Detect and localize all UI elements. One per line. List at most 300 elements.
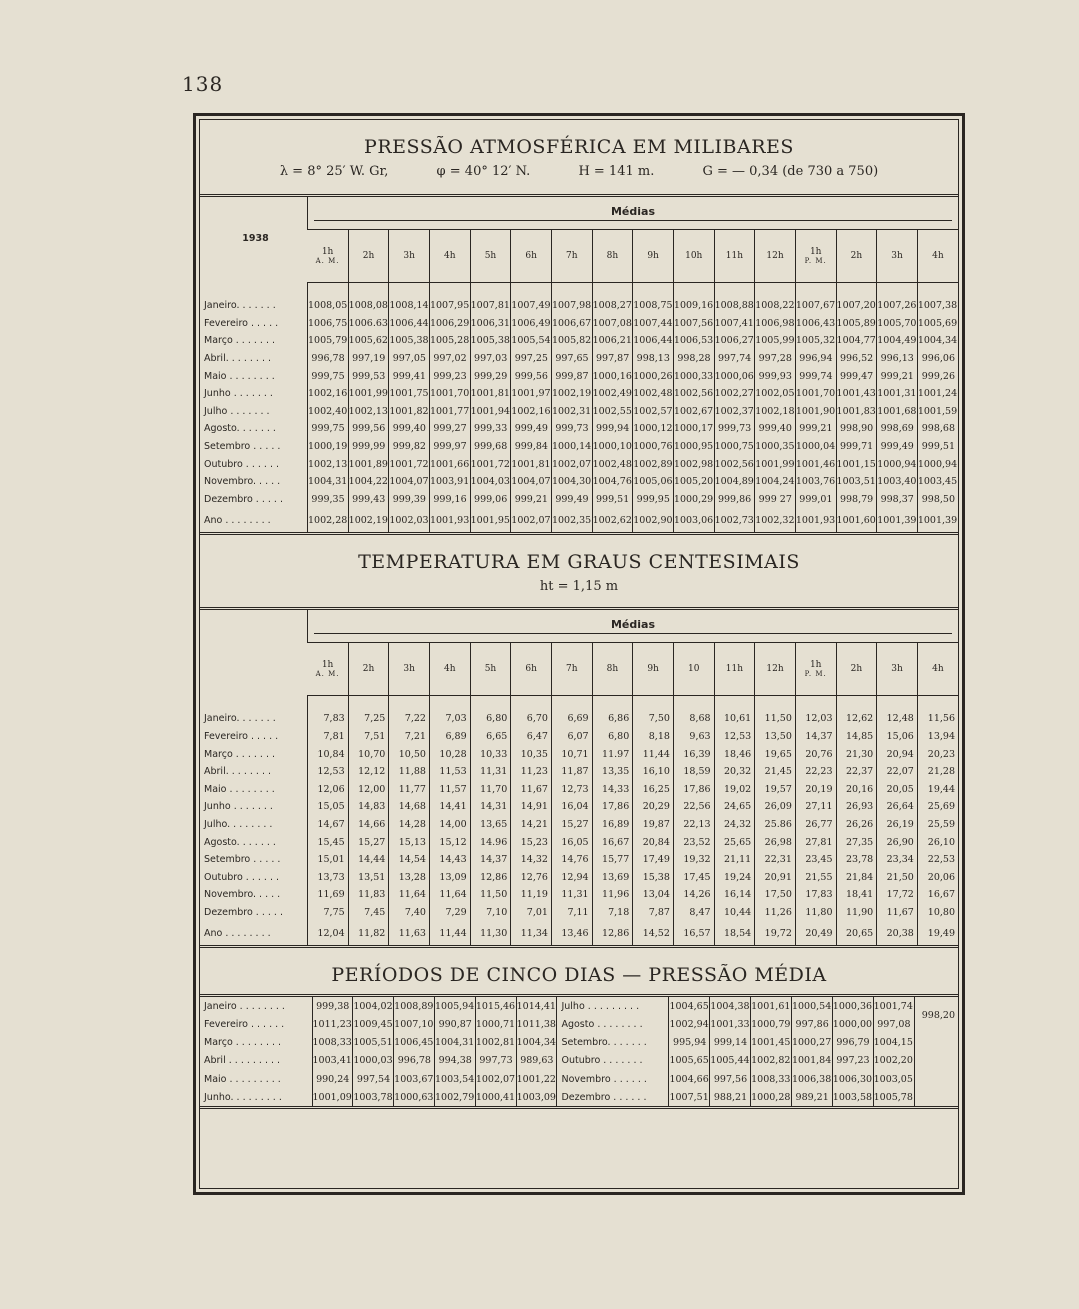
hour-header [551, 643, 592, 696]
pressure-hours-row [200, 230, 958, 283]
period-value: 997,54 [353, 1070, 394, 1088]
table-cell: 17,50 [755, 886, 796, 904]
table-cell: 999,40 [389, 420, 430, 438]
table-cell: 1001,90 [795, 403, 836, 421]
table-cell: 999,29 [470, 367, 511, 385]
table-cell: 999,39 [389, 491, 430, 509]
period-value: 1004,02 [353, 996, 394, 1016]
table-cell: 12,94 [551, 868, 592, 886]
period-value: 1005,44 [710, 1052, 751, 1070]
table-cell: 1000,06 [714, 367, 755, 385]
table-cell: 17,49 [633, 851, 674, 869]
table-cell: 1000,94 [877, 455, 918, 473]
table-cell: 999,51 [917, 438, 958, 456]
table-row [200, 904, 958, 922]
table-cell: 10,33 [470, 745, 511, 763]
period-value: 1000,00 [832, 1015, 873, 1033]
table-cell: 19,49 [917, 921, 958, 947]
table-row [200, 350, 958, 368]
table-cell: 11,31 [551, 886, 592, 904]
table-cell: 14.96 [470, 833, 511, 851]
param-gravity: G = — 0,34 (de 730 a 750) [702, 164, 879, 179]
table-cell: 999,35 [308, 491, 349, 509]
table-cell: 20,16 [836, 781, 877, 799]
table-cell: 1004,77 [836, 332, 877, 350]
spacer-row [200, 696, 958, 711]
table-cell: 1001,93 [429, 508, 470, 534]
table-cell: 1000,16 [592, 367, 633, 385]
period-value: 988,21 [710, 1088, 751, 1108]
table-cell: 1001,43 [836, 385, 877, 403]
hour-label: 12h [766, 251, 784, 261]
table-cell: 999,94 [592, 420, 633, 438]
period-value: 1002,94 [669, 1015, 710, 1033]
table-cell: 1002,19 [551, 385, 592, 403]
table-cell: 11,53 [429, 763, 470, 781]
table-cell: 1004,76 [592, 473, 633, 491]
table-cell: 999,56 [511, 367, 552, 385]
hour-label: 4h [932, 664, 944, 675]
table-cell: 1007,08 [592, 315, 633, 333]
table-cell: 996,06 [917, 350, 958, 368]
table-cell: 1005,69 [917, 315, 958, 333]
table-cell: 17,83 [795, 886, 836, 904]
period-value: 1004,65 [669, 996, 710, 1016]
table-cell: 7,81 [308, 728, 349, 746]
row-label: Janeiro. . . . . . . [204, 713, 276, 725]
table-cell: 20,84 [633, 833, 674, 851]
row-label: Ano . . . . . . . . [204, 927, 271, 939]
table-row [200, 763, 958, 781]
period-value: 1000,79 [751, 1015, 792, 1033]
month-label: Maio . . . . . . . . . [204, 1073, 281, 1085]
hour-header [348, 230, 389, 283]
table-cell: 1004,07 [389, 473, 430, 491]
temperature-hours-row [200, 643, 958, 696]
table-cell: 13,35 [592, 763, 633, 781]
table-cell: 12,12 [348, 763, 389, 781]
hour-label: 7h [566, 251, 578, 261]
table-cell: 6,80 [592, 728, 633, 746]
table-cell: 15,12 [429, 833, 470, 851]
table-cell: 8,18 [633, 728, 674, 746]
period-value: 1000,28 [751, 1088, 792, 1108]
table-cell: 999,21 [795, 420, 836, 438]
brace-line [314, 633, 952, 640]
table-cell: 26,10 [917, 833, 958, 851]
hour-header [470, 230, 511, 283]
table-cell: 1001,83 [836, 403, 877, 421]
hour-label: 9h [647, 251, 659, 261]
table-cell: 19,87 [633, 816, 674, 834]
table-cell: 14,31 [470, 798, 511, 816]
table-cell: 11,44 [429, 921, 470, 947]
table-cell: 8,68 [673, 710, 714, 728]
temperature-param: ht = 1,15 m [539, 579, 619, 595]
table-cell: 11,82 [348, 921, 389, 947]
table-cell: 1006,98 [755, 315, 796, 333]
table-cell: 25,59 [917, 816, 958, 834]
table-cell: 11,50 [470, 886, 511, 904]
table-cell: 1000,29 [673, 491, 714, 509]
period-value: 1005,65 [669, 1052, 710, 1070]
row-label: Abril. . . . . . . . [204, 353, 272, 365]
period-value: 997,86 [791, 1015, 832, 1033]
table-cell: 19,72 [755, 921, 796, 947]
table-cell: 1005,82 [551, 332, 592, 350]
month-label: Janeiro . . . . . . . . [204, 1000, 285, 1012]
table-cell: 1005,70 [877, 315, 918, 333]
table-cell: 14,66 [348, 816, 389, 834]
table-cell: 22,13 [673, 816, 714, 834]
period-value: 1004,66 [669, 1070, 710, 1088]
period-value: 999,38 [312, 996, 353, 1016]
table-cell: 998,13 [633, 350, 674, 368]
table-cell: 12,03 [795, 710, 836, 728]
table-cell: 13,46 [551, 921, 592, 947]
table-cell: 20,06 [917, 868, 958, 886]
table-cell: 1008,27 [592, 297, 633, 315]
table-cell: 24,65 [714, 798, 755, 816]
hour-label: 1h [321, 247, 334, 257]
table-cell: 1001,82 [389, 403, 430, 421]
table-cell: 1000,17 [673, 420, 714, 438]
period-value: 1008,33 [312, 1034, 353, 1052]
table-cell: 999,21 [511, 491, 552, 509]
table-cell: 1000,95 [673, 438, 714, 456]
month-label: Dezembro . . . . . . [557, 1088, 669, 1108]
table-cell: 1001,75 [389, 385, 430, 403]
hour-header [673, 230, 714, 283]
month-label: Novembro . . . . . . [557, 1070, 669, 1088]
table-row [200, 420, 958, 438]
table-cell: 13,65 [470, 816, 511, 834]
table-cell: 1000,19 [308, 438, 349, 456]
hour-period: A. M. [315, 670, 340, 679]
hour-label: 3h [403, 664, 415, 675]
table-cell: 1002,48 [592, 455, 633, 473]
table-cell: 15,45 [308, 833, 349, 851]
table-cell: 14,21 [511, 816, 552, 834]
table-cell: 1006,43 [795, 315, 836, 333]
table-cell: 999,47 [836, 367, 877, 385]
hour-header [877, 230, 918, 283]
table-cell: 11,26 [755, 904, 796, 922]
table-cell: 26,64 [877, 798, 918, 816]
period-value: 1005,78 [873, 1088, 914, 1108]
table-cell: 1007,49 [511, 297, 552, 315]
table-cell: 1005,79 [308, 332, 349, 350]
table-cell: 1008,08 [348, 297, 389, 315]
table-cell: 1000,14 [551, 438, 592, 456]
table-cell: 1002,67 [673, 403, 714, 421]
hour-header [429, 230, 470, 283]
table-cell: 999,73 [551, 420, 592, 438]
table-cell: 24,32 [714, 816, 755, 834]
table-cell: 25.86 [755, 816, 796, 834]
table-cell: 999,97 [429, 438, 470, 456]
table-cell: 999,99 [348, 438, 389, 456]
table-cell: 996,13 [877, 350, 918, 368]
table-cell: 999,93 [755, 367, 796, 385]
table-cell: 996,94 [795, 350, 836, 368]
table-cell: 17,86 [592, 798, 633, 816]
table-cell: 13,09 [429, 868, 470, 886]
table-cell: 1004,34 [917, 332, 958, 350]
period-value: 1003,41 [312, 1052, 353, 1070]
period-value: 1006,38 [791, 1070, 832, 1088]
hour-label: 9h [647, 664, 659, 675]
row-label: Julho . . . . . . . [204, 405, 270, 417]
table-cell: 21,84 [836, 868, 877, 886]
table-cell: 1001,99 [755, 455, 796, 473]
table-cell: 998,50 [917, 491, 958, 509]
table-cell: 1006,29 [429, 315, 470, 333]
table-cell: 6,89 [429, 728, 470, 746]
hour-label: 4h [444, 664, 456, 675]
hour-label: 8h [606, 251, 619, 261]
table-cell: 1001,72 [470, 455, 511, 473]
hour-header [511, 230, 552, 283]
table-cell: 20,65 [836, 921, 877, 947]
table-cell: 999,68 [470, 438, 511, 456]
table-cell: 999,53 [348, 367, 389, 385]
hour-header [592, 643, 633, 696]
table-cell: 26,90 [877, 833, 918, 851]
table-cell: 999,75 [308, 367, 349, 385]
row-label: Dezembro . . . . . [204, 906, 283, 918]
table-cell: 17,86 [673, 781, 714, 799]
table-cell: 1007,95 [429, 297, 470, 315]
table-cell: 999,16 [429, 491, 470, 509]
table-cell: 1002,55 [592, 403, 633, 421]
period-value: 1003,58 [832, 1088, 873, 1108]
table-cell: 1006,44 [389, 315, 430, 333]
period-value: 1014,41 [516, 996, 557, 1016]
table-cell: 14,41 [429, 798, 470, 816]
table-cell: 26,19 [877, 816, 918, 834]
param-longitude: λ = 8° 25′ W. Gr, [279, 164, 389, 179]
hour-header [673, 643, 714, 696]
table-cell: 26,26 [836, 816, 877, 834]
hour-label: 7h [566, 664, 578, 675]
table-cell: 15,01 [308, 851, 349, 869]
table-cell: 13,28 [389, 868, 430, 886]
table-cell: 11,30 [470, 921, 511, 947]
table-cell: 1001,39 [877, 508, 918, 534]
table-cell: 998,37 [877, 491, 918, 509]
table-cell: 7,87 [633, 904, 674, 922]
table-cell: 1001,81 [511, 455, 552, 473]
table-cell: 998,79 [836, 491, 877, 509]
period-value: 1003,09 [516, 1088, 557, 1108]
table-cell: 1001,70 [795, 385, 836, 403]
hour-header [470, 643, 511, 696]
hour-header [429, 643, 470, 696]
table-cell: 1002,07 [511, 508, 552, 534]
hour-label: 4h [444, 251, 456, 261]
hour-label: 1h [809, 247, 822, 257]
table-cell: 999,84 [511, 438, 552, 456]
table-cell: 996,78 [308, 350, 349, 368]
table-row [200, 455, 958, 473]
period-value: 996,79 [832, 1034, 873, 1052]
table-cell: 14,44 [348, 851, 389, 869]
table-cell: 20,05 [877, 781, 918, 799]
period-value: 994,38 [434, 1052, 475, 1070]
table-cell: 27,35 [836, 833, 877, 851]
period-value: 990,24 [312, 1070, 353, 1088]
table-cell: 997,03 [470, 350, 511, 368]
table-cell: 999,56 [348, 420, 389, 438]
period-value: 1000,27 [791, 1034, 832, 1052]
table-cell: 1008,22 [755, 297, 796, 315]
table-row [200, 745, 958, 763]
table-cell: 1002,35 [551, 508, 592, 534]
table-cell: 1001,15 [836, 455, 877, 473]
table-cell: 15,06 [877, 728, 918, 746]
period-value: 999,14 [710, 1034, 751, 1052]
table-cell: 1007,26 [877, 297, 918, 315]
table-cell: 1001,60 [836, 508, 877, 534]
table-cell: 11.97 [592, 745, 633, 763]
period-value: 997,73 [475, 1052, 516, 1070]
table-cell: 25,69 [917, 798, 958, 816]
temperature-medias-header: Médias [308, 609, 959, 643]
table-cell: 999,82 [389, 438, 430, 456]
table-cell: 1004,24 [755, 473, 796, 491]
table-cell: 1006,67 [551, 315, 592, 333]
period-value: 1001,09 [312, 1088, 353, 1108]
five-days-body [200, 996, 958, 1108]
table-cell: 6,47 [511, 728, 552, 746]
table-cell: 19,44 [917, 781, 958, 799]
table-row [200, 710, 958, 728]
hour-header [348, 643, 389, 696]
table-cell: 22,53 [917, 851, 958, 869]
table-cell: 11,64 [389, 886, 430, 904]
table-cell: 1001,24 [917, 385, 958, 403]
table-cell: 12,86 [592, 921, 633, 947]
table-cell: 13,69 [592, 868, 633, 886]
table-cell: 16,67 [592, 833, 633, 851]
table-cell: 18,46 [714, 745, 755, 763]
table-cell: 998,68 [917, 420, 958, 438]
table-cell: 1002,49 [592, 385, 633, 403]
table-cell: 1002,13 [308, 455, 349, 473]
table-cell: 11,67 [877, 904, 918, 922]
hour-header [795, 230, 836, 283]
table-cell: 999,75 [308, 420, 349, 438]
table-row [200, 332, 958, 350]
period-value: 997,23 [832, 1052, 873, 1070]
table-cell: 1006,49 [511, 315, 552, 333]
period-value: 997,08 [873, 1015, 914, 1033]
table-cell: 14,33 [592, 781, 633, 799]
table-cell: 1006,21 [592, 332, 633, 350]
table-cell: 14,26 [673, 886, 714, 904]
table-cell: 1008,75 [633, 297, 674, 315]
table-cell: 12,86 [470, 868, 511, 886]
table-cell: 1006,27 [714, 332, 755, 350]
period-value: 1000,36 [832, 996, 873, 1016]
hour-label: 11h [725, 251, 744, 261]
table-cell: 1004,31 [308, 473, 349, 491]
tables-frame [193, 113, 965, 1195]
table-row [200, 297, 958, 315]
temperature-table [200, 607, 958, 948]
table-cell: 1002,48 [633, 385, 674, 403]
hour-header [755, 230, 796, 283]
period-value: 995,94 [669, 1034, 710, 1052]
table-cell: 999,21 [877, 367, 918, 385]
table-cell: 6,07 [551, 728, 592, 746]
five-days-row [200, 1015, 958, 1033]
table-cell: 1006,31 [470, 315, 511, 333]
hour-header [308, 643, 349, 696]
table-cell: 1000,04 [795, 438, 836, 456]
table-cell: 999,49 [877, 438, 918, 456]
table-cell: 999,86 [714, 491, 755, 509]
hour-header [389, 643, 430, 696]
period-value: 1000,03 [353, 1052, 394, 1070]
table-cell: 22,37 [836, 763, 877, 781]
table-cell: 14,00 [429, 816, 470, 834]
table-cell: 27,81 [795, 833, 836, 851]
table-cell: 14,37 [795, 728, 836, 746]
table-cell: 7,45 [348, 904, 389, 922]
table-cell: 19,32 [673, 851, 714, 869]
period-value: 1015,46 [475, 996, 516, 1016]
table-cell: 999,23 [429, 367, 470, 385]
table-cell: 1002,16 [511, 403, 552, 421]
hour-period: A. M. [315, 257, 340, 265]
table-cell: 1004,22 [348, 473, 389, 491]
table-cell: 997,28 [755, 350, 796, 368]
table-cell: 6,70 [511, 710, 552, 728]
table-cell: 7,03 [429, 710, 470, 728]
table-cell: 1000,76 [633, 438, 674, 456]
table-cell: 999,27 [429, 420, 470, 438]
hour-label: 12h [766, 664, 784, 675]
table-cell: 11,83 [348, 886, 389, 904]
table-cell: 1006.63 [348, 315, 389, 333]
table-cell: 14,52 [633, 921, 674, 947]
period-value: 1011,23 [312, 1015, 353, 1033]
hour-header [633, 643, 674, 696]
table-cell: 20,29 [633, 798, 674, 816]
table-cell: 15,77 [592, 851, 633, 869]
table-cell: 999,33 [470, 420, 511, 438]
table-cell: 999,41 [389, 367, 430, 385]
table-cell: 1007,44 [633, 315, 674, 333]
table-cell: 1001,99 [348, 385, 389, 403]
table-cell: 14,67 [308, 816, 349, 834]
table-cell: 18,59 [673, 763, 714, 781]
table-cell: 16,89 [592, 816, 633, 834]
table-cell: 14,83 [348, 798, 389, 816]
table-row [200, 491, 958, 509]
table-cell: 6,80 [470, 710, 511, 728]
month-label: Abril . . . . . . . . . [204, 1055, 281, 1067]
table-cell: 27,11 [795, 798, 836, 816]
row-label: Ano . . . . . . . . [204, 514, 271, 526]
table-cell: 7,22 [389, 710, 430, 728]
table-cell: 20,38 [877, 921, 918, 947]
period-value: 1006,30 [832, 1070, 873, 1088]
table-cell: 999,49 [551, 491, 592, 509]
hour-header [795, 643, 836, 696]
